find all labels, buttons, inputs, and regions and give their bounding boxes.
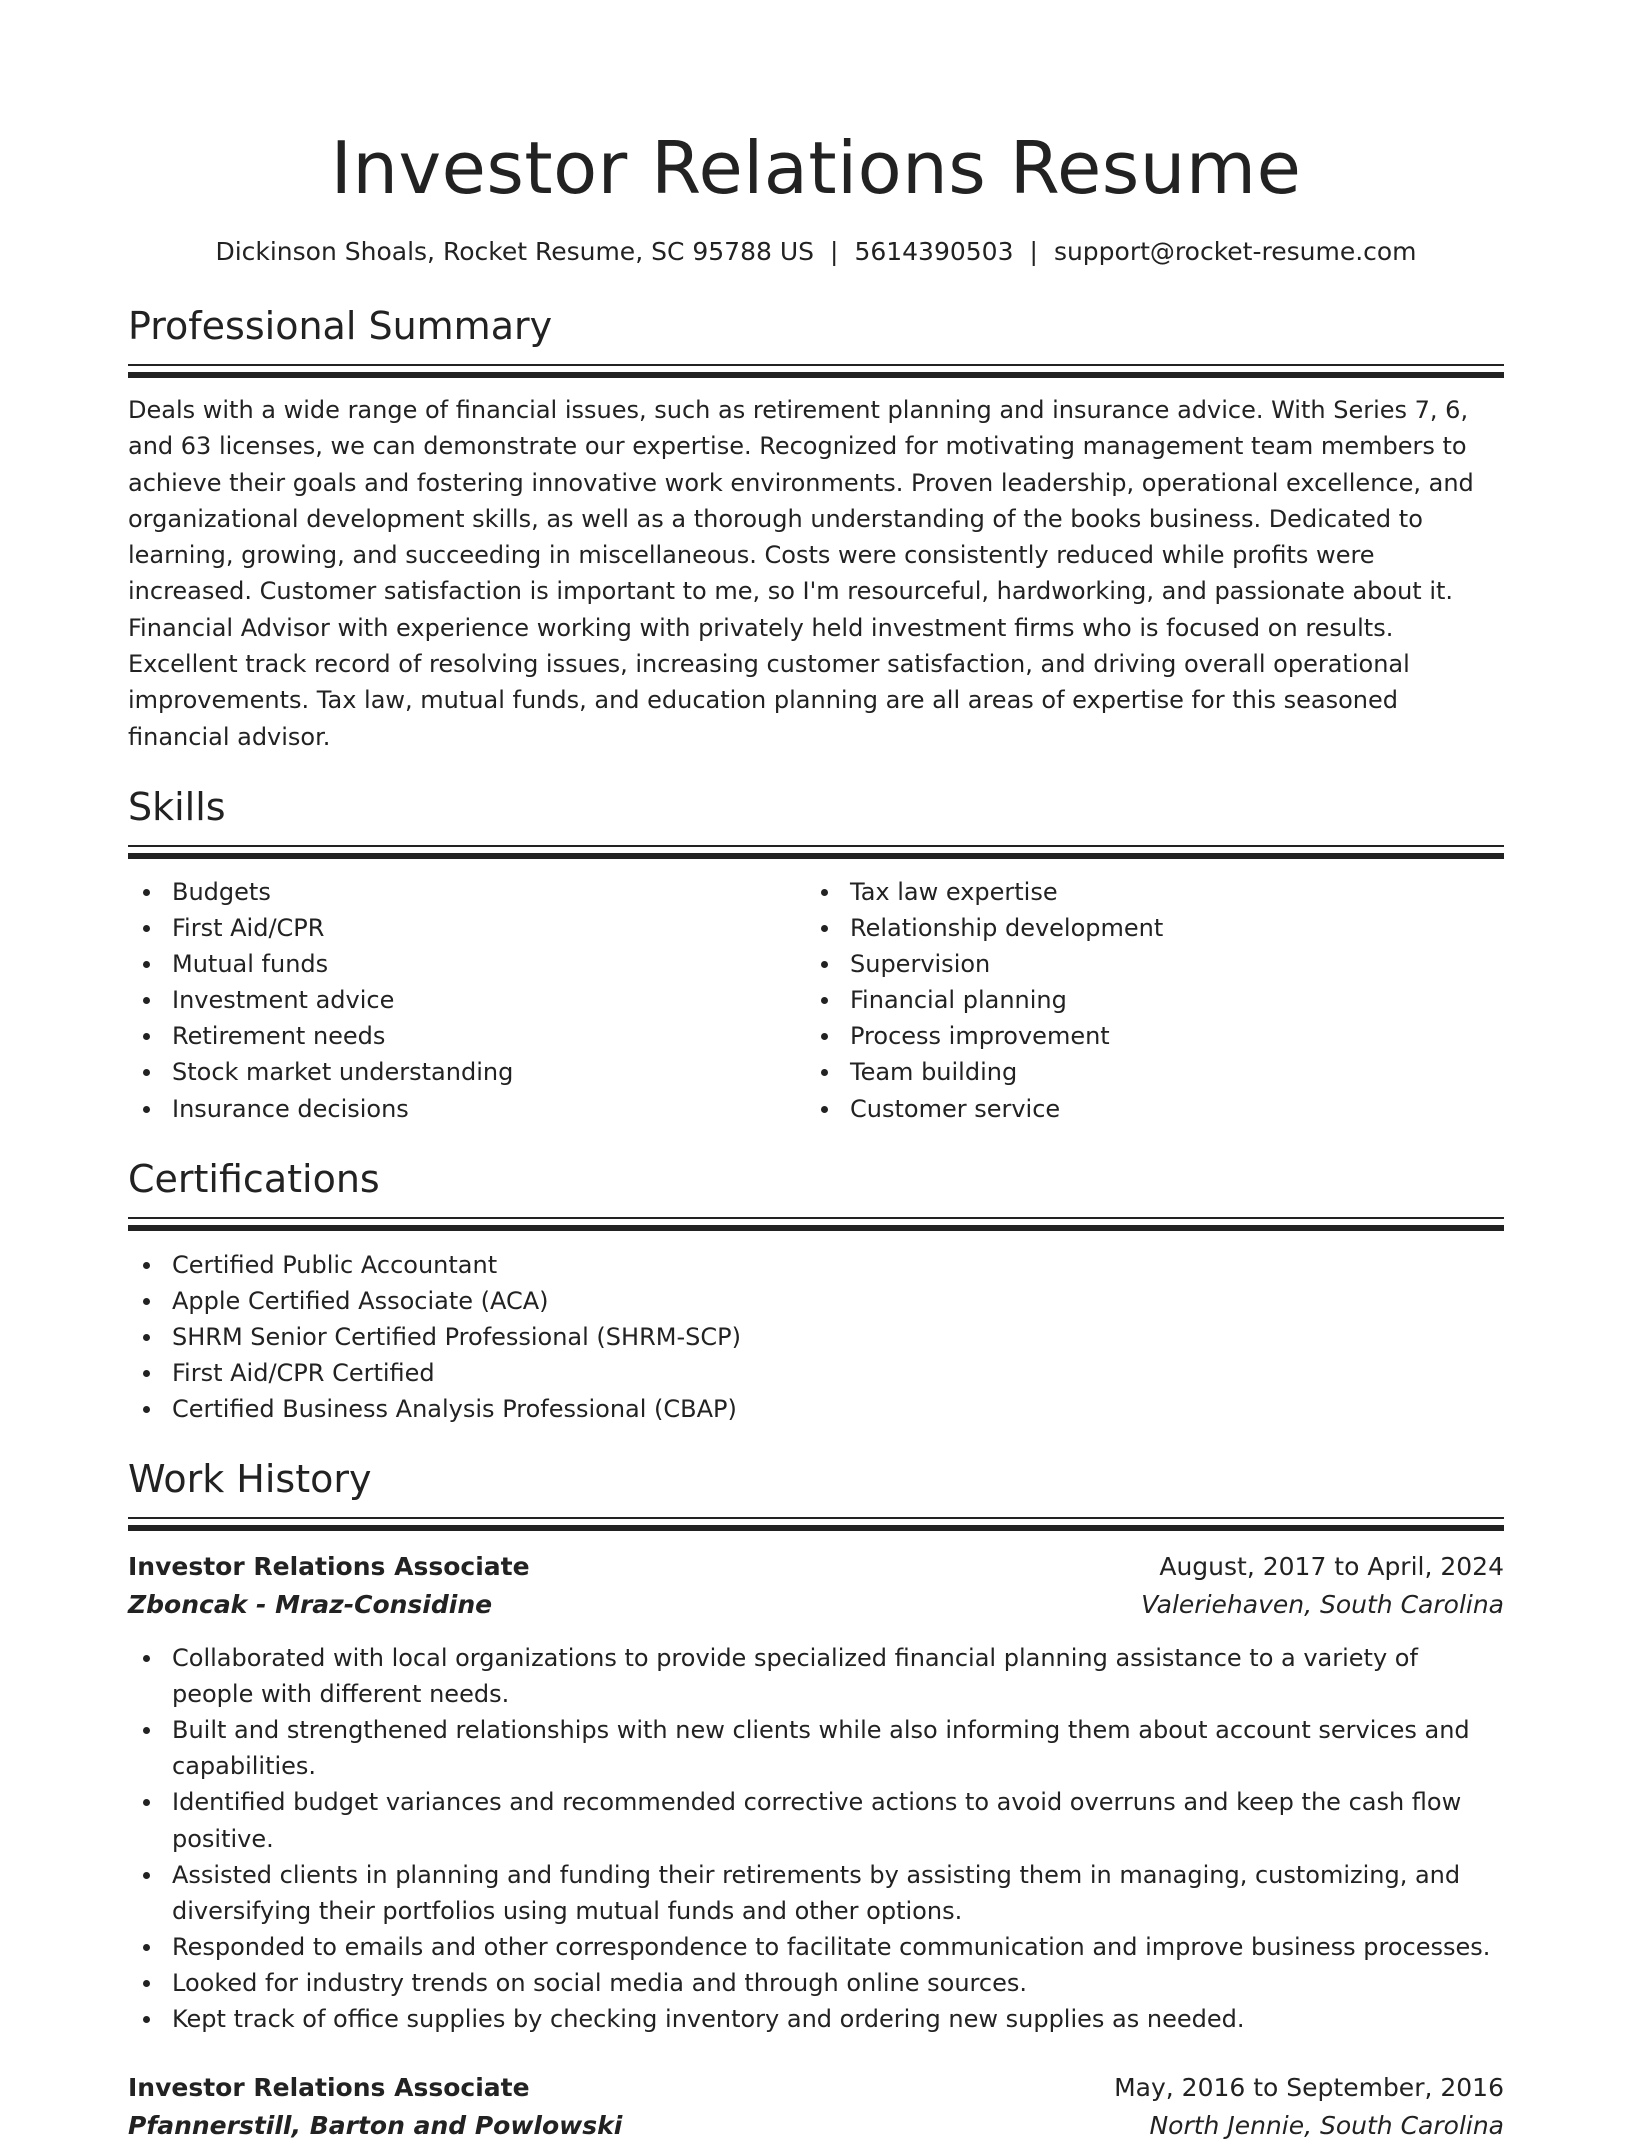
job-location: Valeriehaven, South Carolina <box>1141 1590 1504 1620</box>
job-header <box>128 1548 1504 1586</box>
skill-item: Tax law expertise <box>806 874 1484 910</box>
certification-item: Certified Business Analysis Professional (CBAP) <box>128 1391 1504 1427</box>
work-history-section <box>128 1455 1504 2145</box>
skills-list-right <box>806 874 1484 1127</box>
job-subheader <box>128 1586 1504 1624</box>
job-duty-item: Assisted clients in planning and funding their retirements by assisting them in managing, customizing, and diversifying their portfolios using mutual funds and other options. <box>128 1857 1504 1929</box>
job-duty-item: Built and strengthened relationships with new clients while also informing them about account services and capabilities. <box>128 1712 1504 1784</box>
skills-grid <box>128 874 1504 1127</box>
job-entry <box>128 1548 1504 2037</box>
contact-line <box>128 236 1504 268</box>
job-company: Pfannerstill, Barton and Powlowski <box>128 2111 623 2141</box>
page-title: Investor Relations Resume <box>330 126 1302 210</box>
job-title: Investor Relations Associate <box>128 2073 530 2103</box>
job-duty-item: Kept track of office supplies by checking inventory and ordering new supplies as needed. <box>128 2001 1504 2037</box>
skill-item: Insurance decisions <box>128 1091 806 1127</box>
skill-item: Process improvement <box>806 1018 1484 1054</box>
skill-item: Team building <box>806 1054 1484 1090</box>
contact-email: support@rocket-resume.com <box>1053 237 1417 266</box>
job-subheader <box>128 2107 1504 2145</box>
skill-item: Mutual funds <box>128 946 806 982</box>
job-company: Zboncak - Mraz-Considine <box>128 1590 493 1620</box>
skill-item: Stock market understanding <box>128 1054 806 1090</box>
job-dates: August, 2017 to April, 2024 <box>1159 1552 1504 1582</box>
summary-text: Deals with a wide range of financial issues, such as retirement planning and insurance advice. With Series 7, 6, and 63 licenses, we can demonstrate our expertise. Recognized for motivating management team members to achieve their goals and fostering innovative work environments. Proven leadership, operational excellence, and organizational development skills, as well as a thorough understanding of the books business. Dedicated to learning, growing, and succeeding in miscellaneous. Costs were consistently reduced while profits were increased. Customer satisfaction is important to me, so I'm resourceful, hardworking, and passionate about it. Financial Advisor with experience working with privately held investment firms who is focused on results. Excellent track record of resolving issues, increasing customer satisfaction, and driving overall operational improvements. Tax law, mutual funds, and education planning are all areas of expertise for this seasoned financial advisor. <box>128 396 1474 751</box>
skills-section <box>128 783 1504 1127</box>
job-title: Investor Relations Associate <box>128 1552 530 1582</box>
job-duties-list <box>128 1640 1504 2037</box>
skill-item: Relationship development <box>806 910 1484 946</box>
certification-item: SHRM Senior Certified Professional (SHRM-SCP) <box>128 1319 1504 1355</box>
summary-section <box>128 302 1504 755</box>
skill-item: Customer service <box>806 1091 1484 1127</box>
job-duty-item: Looked for industry trends on social media and through online sources. <box>128 1965 1504 2001</box>
skill-item: Supervision <box>806 946 1484 982</box>
section-heading-work-history: Work History <box>128 1457 372 1502</box>
job-duty-item: Responded to emails and other correspondence to facilitate communication and improve business processes. <box>128 1929 1504 1965</box>
contact-separator: | <box>830 237 839 266</box>
section-divider <box>128 1517 1504 1531</box>
skill-item: Investment advice <box>128 982 806 1018</box>
contact-separator: | <box>1029 237 1038 266</box>
section-heading-skills: Skills <box>128 784 226 829</box>
resume-page <box>128 0 1504 2145</box>
section-divider <box>128 845 1504 859</box>
section-divider <box>128 364 1504 378</box>
certification-item: First Aid/CPR Certified <box>128 1355 1504 1391</box>
job-duty-item: Collaborated with local organizations to provide specialized financial planning assistance to a variety of people with different needs. <box>128 1640 1504 1712</box>
job-entry <box>128 2069 1504 2145</box>
skill-item: Financial planning <box>806 982 1484 1018</box>
section-divider <box>128 1217 1504 1231</box>
certification-item: Apple Certified Associate (ACA) <box>128 1283 1504 1319</box>
certifications-section <box>128 1155 1504 1427</box>
job-duty-item: Identified budget variances and recommended corrective actions to avoid overruns and keep the cash flow positive. <box>128 1784 1504 1856</box>
skill-item: Budgets <box>128 874 806 910</box>
job-header <box>128 2069 1504 2107</box>
skill-item: First Aid/CPR <box>128 910 806 946</box>
skills-list-left <box>128 874 806 1127</box>
skill-item: Retirement needs <box>128 1018 806 1054</box>
contact-phone: 5614390503 <box>854 237 1014 266</box>
certification-item: Certified Public Accountant <box>128 1247 1504 1283</box>
section-heading-certifications: Certifications <box>128 1156 380 1201</box>
certifications-list <box>128 1247 1504 1427</box>
section-heading-summary: Professional Summary <box>128 304 553 348</box>
job-dates: May, 2016 to September, 2016 <box>1114 2073 1504 2103</box>
job-location: North Jennie, South Carolina <box>1149 2111 1504 2141</box>
contact-address: Dickinson Shoals, Rocket Resume, SC 95788 US <box>215 237 814 266</box>
